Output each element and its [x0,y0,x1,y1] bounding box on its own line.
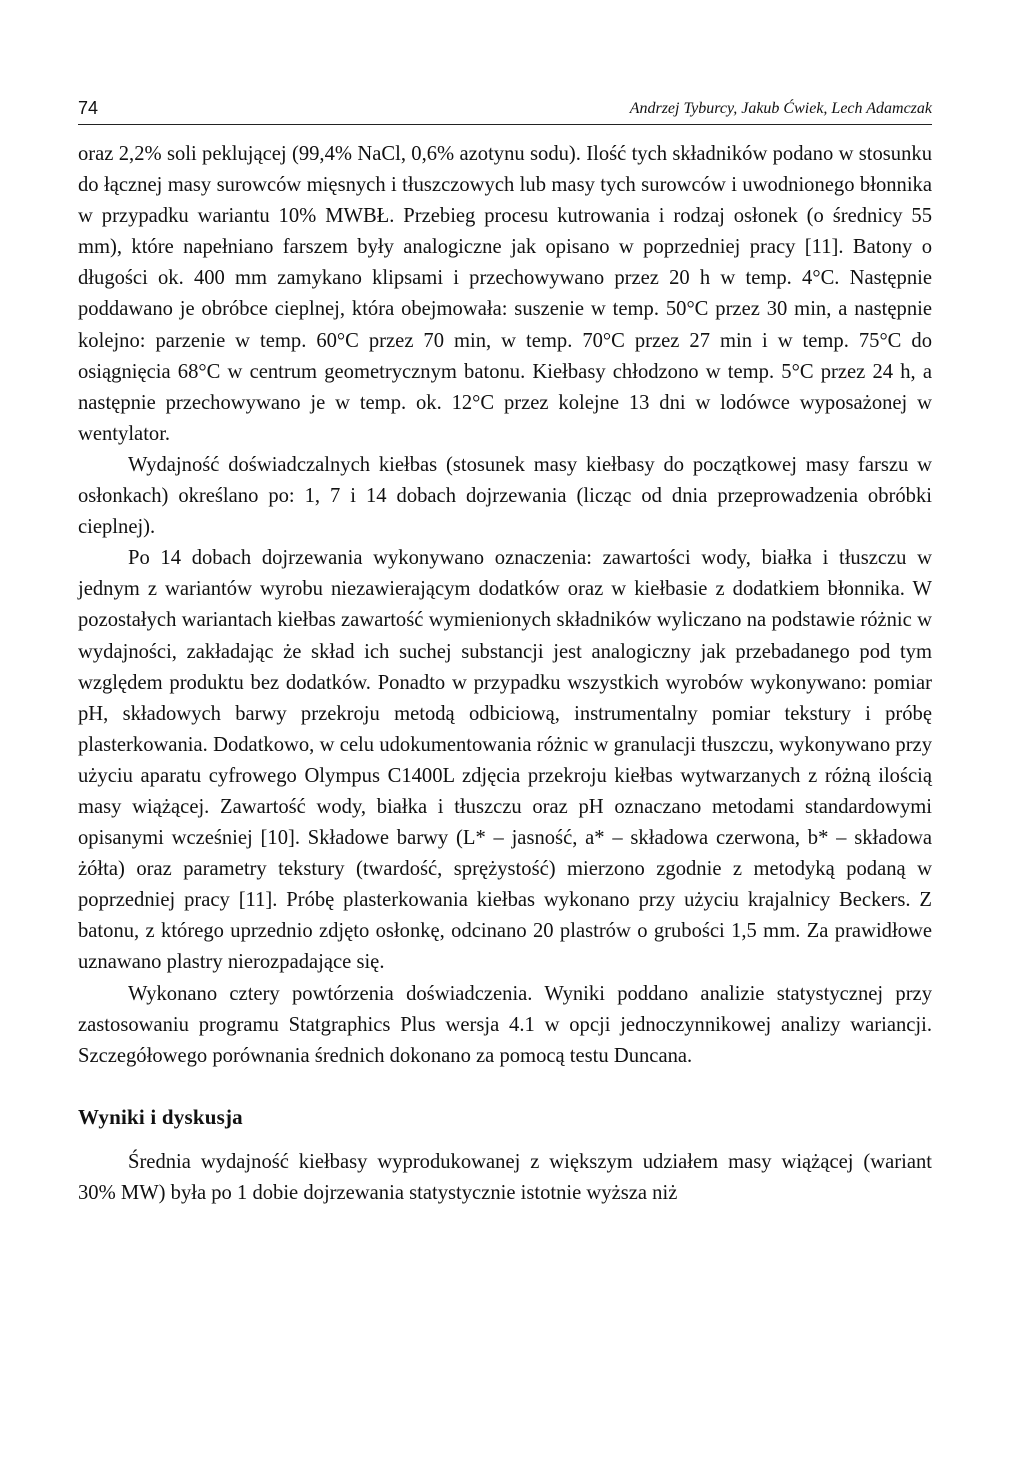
paragraph-methods-continued: oraz 2,2% soli peklującej (99,4% NaCl, 0,6% azotynu sodu). Ilość tych składników podano w stosunku do łącznej masy surowców mięsnych i tłuszczowych lub masy tych surowców i uwodnionego błonnika w przypadku wariantu 10% MWBŁ. Przebieg procesu kutrowania i rodzaj osłonek (o średnicy 55 mm), które napełniano farszem były analogiczne jak opisano w poprzedniej pracy [11]. Batony o długości ok. 400 mm zamykano klipsami i przechowywano przez 20 h w temp. 4°C. Następnie poddawano je obróbce cieplnej, która obejmowała: suszenie w temp. 50°C przez 30 min, a następnie kolejno: parzenie w temp. 60°C przez 70 min, w temp. 70°C przez 27 min i w temp. 75°C do osiągnięcia 68°C w centrum geometrycznym batonu. Kiełbasy chłodzono w temp. 5°C przez 24 h, a następnie przechowywano je w temp. ok. 12°C przez kolejne 13 dni w lodówce wyposażonej w wentylator. [78,143,932,445]
running-header [78,98,932,125]
section-heading-results: Wyniki i dyskusja [78,1104,243,1129]
paragraph-analyses: Po 14 dobach dojrzewania wykonywano oznaczenia: zawartości wody, białka i tłuszczu w jednym z wariantów wyrobu niezawierającym dodatków oraz w kiełbasie z dodatkiem błonnika. W pozostałych wariantach kiełbas zawartość wymienionych składników wyliczano na podstawie różnic w wydajności, zakładając że skład ich suchej substancji jest analogiczny jak przebadanego pod tym względem produktu bez dodatków. Ponadto w przypadku wszystkich wyrobów wykonywano: pomiar pH, składowych barwy przekroju metodą odbiciową, instrumentalny pomiar tekstury i próbę plasterkowania. Dodatkowo, w celu udokumentowania różnic w granulacji tłuszczu, wykonywano przy użyciu aparatu cyfrowego Olympus C1400L zdjęcia przekroju kiełbas wytwarzanych z różną ilością masy wiążącej. Zawartość wody, białka i tłuszczu oraz pH oznaczano metodami standardowymi opisanymi wcześniej [10]. Składowe barwy (L* – jasność, a* – składowa czerwona, b* – składowa żółta) oraz parametry tekstury (twardość, sprężystość) mierzono zgodnie z metodyką podaną w poprzedniej pracy [11]. Próbę plasterkowania kiełbas wykonano przy użyciu krajalnicy Beckers. Z batonu, z którego uprzednio zdjęto osłonkę, odcinano 20 plastrów o grubości 1,5 mm. Za prawidłowe uznawano plastry nierozpadające się. [78,547,932,974]
page [78,98,932,1209]
paragraph-yield: Wydajność doświadczalnych kiełbas (stosunek masy kiełbasy do początkowej masy farszu w osłonkach) określano po: 1, 7 i 14 dobach dojrzewania (licząc od dnia przeprowadzenia obróbki cieplnej). [78,453,932,539]
paragraph-results: Średnia wydajność kiełbasy wyprodukowanej z większym udziałem masy wiążącej (wariant 30% MW) była po 1 dobie dojrzewania statystycznie istotnie wyższa niż [78,1150,932,1204]
page-number: 74 [78,98,99,118]
body-text [78,139,932,1209]
running-header-authors: Andrzej Tyburcy, Jakub Ćwiek, Lech Adamczak [629,100,932,117]
paragraph-statistics: Wykonano cztery powtórzenia doświadczenia. Wyniki poddano analizie statystycznej przy zastosowaniu programu Statgraphics Plus wersja 4.1 w opcji jednoczynnikowej analizy wariancji. Szczegółowego porównania średnich dokonano za pomocą testu Duncana. [78,982,932,1067]
